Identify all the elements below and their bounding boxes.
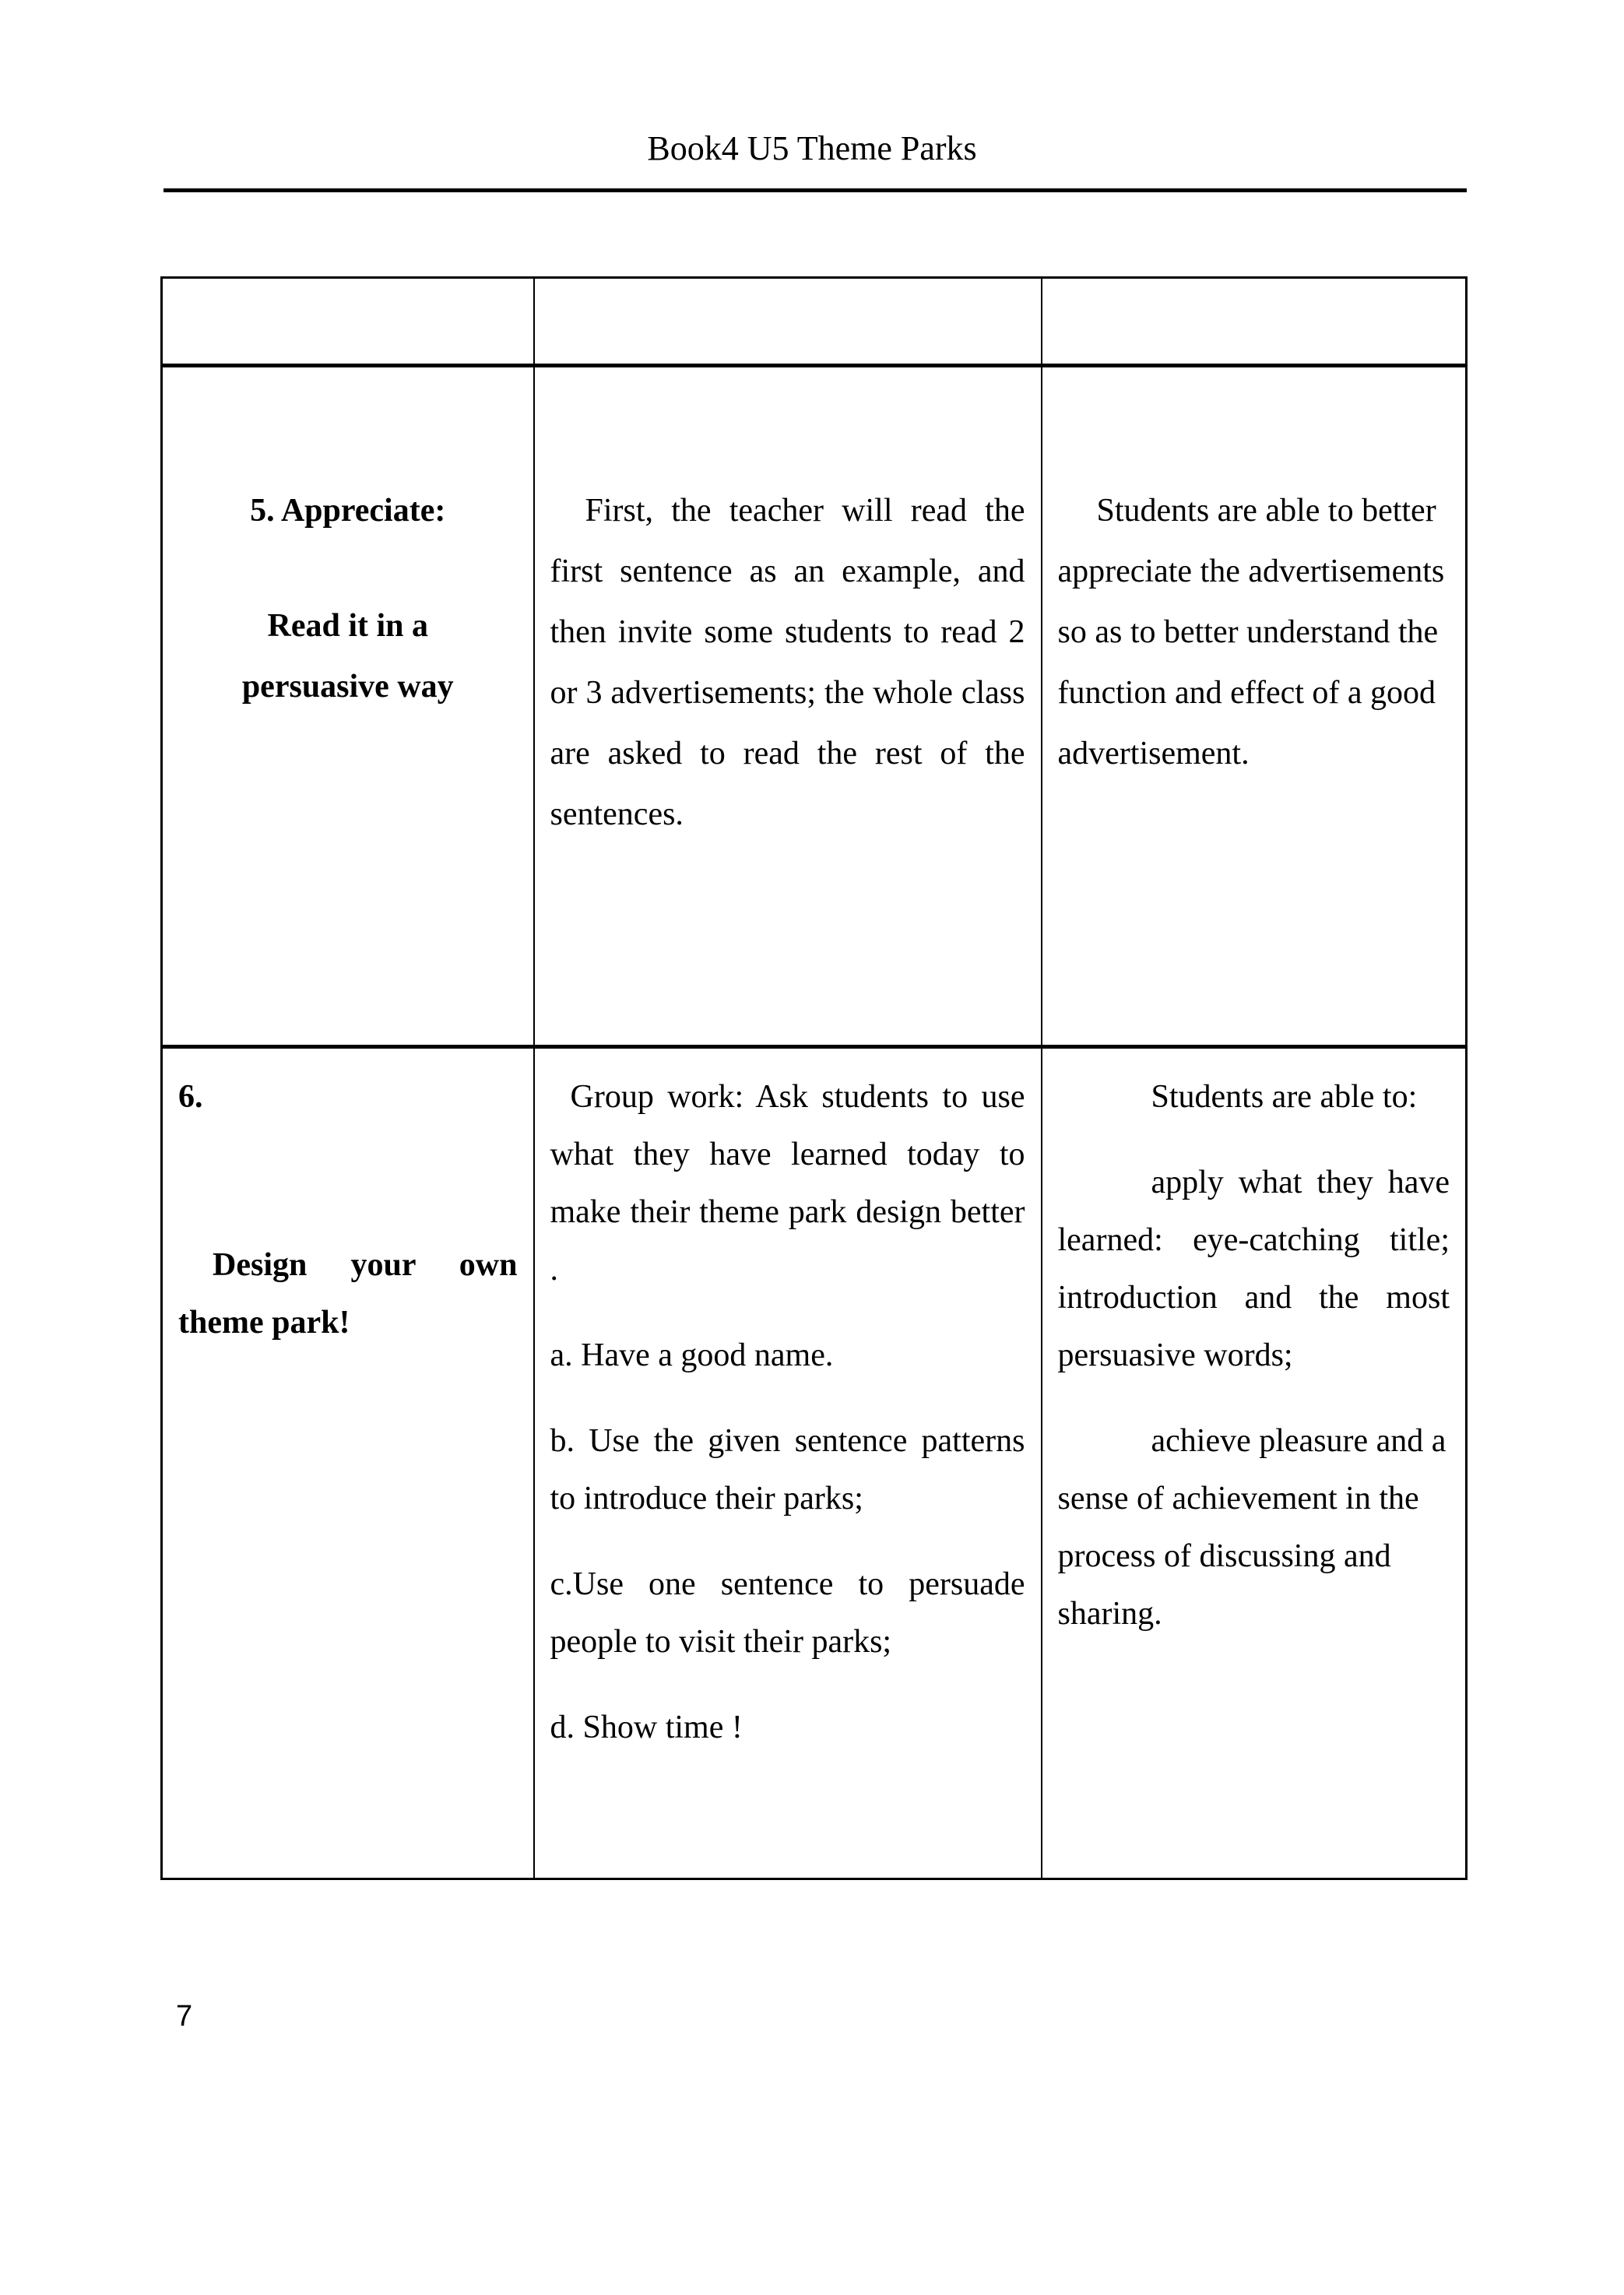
page-header-title: Book4 U5 Theme Parks — [647, 129, 977, 167]
cell-purpose-appreciate — [1042, 366, 1467, 1047]
purpose-paragraph: Students are able to better appreciate the advertisements so as to better understand the function and effect of a good advertisement. — [1057, 493, 1445, 771]
stage-subtitle-line2: persuasive way — [241, 669, 454, 705]
procedure-paragraph: First, the teacher will read the first sentence as an example, and then invite some students to read 2 or 3 advertisements; the whole class are asked to read the rest of the sentences. — [550, 493, 1025, 832]
cell-procedure-appreciate — [534, 366, 1042, 1047]
cell-purpose-design — [1042, 1047, 1467, 1879]
procedure-intro: Group work: Ask students to use what they have learned today to make their theme park design better . — [550, 1079, 1025, 1288]
stage-title: Design your own theme park! — [178, 1247, 518, 1341]
procedure-item-d: d. Show time ! — [550, 1710, 743, 1745]
purpose-intro: Students are able to: — [1151, 1079, 1418, 1115]
header-cell-purpose — [1042, 278, 1467, 366]
stage-heading: 5. Appreciate: — [250, 493, 446, 529]
header-cell-procedure — [534, 278, 1042, 366]
stage-number: 6. — [178, 1079, 203, 1115]
header-cell-stage — [162, 278, 534, 366]
cell-stage-appreciate — [162, 366, 534, 1047]
purpose-achieve: achieve pleasure and a sense of achievement in the process of discussing and sharing. — [1057, 1423, 1446, 1632]
purpose-apply: apply what they have learned: eye-catching title; introduction and the most persuasive words; — [1057, 1165, 1450, 1373]
table-row-appreciate — [162, 366, 1467, 1047]
procedure-item-b: b. Use the given sentence patterns to introduce their parks; — [550, 1423, 1025, 1517]
procedure-item-c: c.Use one sentence to persuade people to visit their parks; — [550, 1566, 1025, 1660]
cell-stage-design — [162, 1047, 534, 1879]
table-header-row — [162, 278, 1467, 366]
table-row-design — [162, 1047, 1467, 1879]
stage-subtitle-line1: Read it in a — [267, 608, 428, 644]
header-rule — [163, 188, 1467, 192]
page-number: 7 — [176, 2000, 193, 2033]
cell-procedure-design — [534, 1047, 1042, 1879]
procedure-item-a: a. Have a good name. — [550, 1337, 834, 1373]
lesson-plan-table — [160, 276, 1468, 1880]
